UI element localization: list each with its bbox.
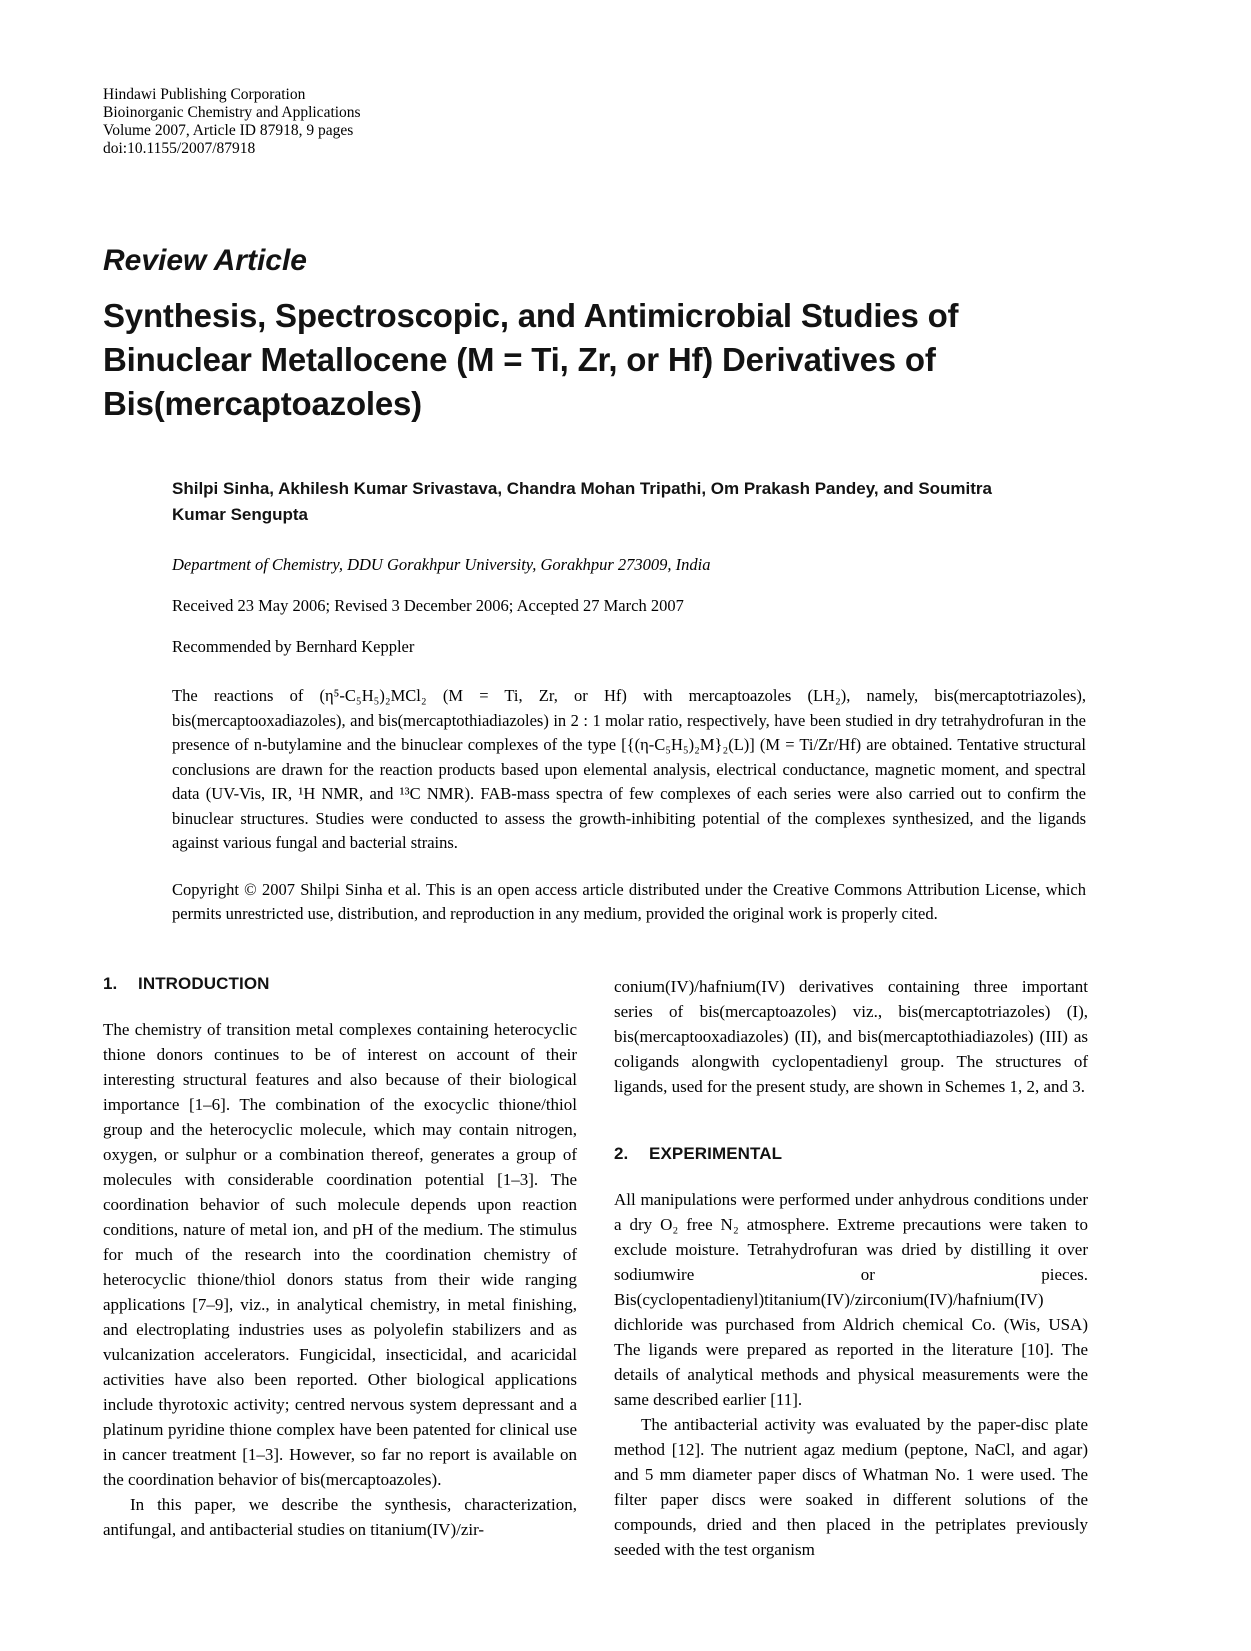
section-title: EXPERIMENTAL: [649, 1143, 783, 1163]
experimental-paragraph-1: All manipulations were performed under anhydrous conditions under a dry O₂ free N₂ atmosphere. Extreme precautions were taken to exclude moisture. Tetrahydrofuran was dried by distilling it over sodiumwire or pieces. Bis(cyclopentadienyl)titanium(IV)/zirconium(IV)/hafnium(IV) dichloride was purchased from Aldrich chemical Co. (Wis, USA) The ligands were prepared as reported in the literature [10]. The details of analytical methods and physical measurements were the same described earlier [11].: [614, 1189, 1088, 1409]
introduction-continuation-paragraph: conium(IV)/hafnium(IV) derivatives containing three important series of bis(mercaptoazoles) viz., bis(mercaptotriazoles) (I), bis(mercaptooxadiazoles) (II), and bis(mercaptothiadiazoles) (III) as coligands alongwith cyclopentadienyl group. The structures of ligands, used for the present study, are shown in Schemes 1, 2, and 3.: [614, 976, 1088, 1096]
abstract-paragraph: The reactions of (η⁵-C₅H₅)₂MCl₂ (M = Ti, Zr, or Hf) with mercaptoazoles (LH₂), namely, bis(mercaptotriazoles), bis(mercaptooxadiazoles), and bis(mercaptothiadiazoles) in 2 : 1 molar ratio, respectively, have been studied in dry tetrahydrofuran in the presence of n-butylamine and the binuclear complexes of the type [{(η-C₅H₅)₂M}₂(L)] (M = Ti/Zr/Hf) are obtained. Tentative structural conclusions are drawn for the reaction products based upon elemental analysis, electrical conductance, magnetic moment, and spectral data (UV-Vis, IR, ¹H NMR, and ¹³C NMR). FAB-mass spectra of few complexes of each series were also carried out to confirm the binuclear structures. Studies were conducted to assess the growth-inhibiting potential of the complexes synthesized, and the ligands against various fungal and bacterial strains.: [172, 686, 1086, 852]
doi: doi:10.1155/2007/87918: [103, 140, 256, 157]
left-column: [103, 974, 577, 1562]
recommended-by-line: Recommended by Bernhard Keppler: [172, 637, 415, 656]
introduction-paragraph-2: In this paper, we describe the synthesis, characterization, antifungal, and antibacterial studies on titanium(IV)/zir-: [103, 1494, 577, 1539]
article-type-label: Review Article: [103, 244, 307, 277]
section-heading-experimental: [614, 1144, 1088, 1164]
experimental-paragraph-2: The antibacterial activity was evaluated by the paper-disc plate method [12]. The nutrient agaz medium (peptone, NaCl, and agar) and 5 mm diameter paper discs of Whatman No. 1 were used. The filter paper discs were soaked in different solutions of the compounds, dried and then placed in the petriplates previously seeded with the test organism: [614, 1414, 1088, 1559]
right-column: [614, 974, 1088, 1562]
affiliation-line: Department of Chemistry, DDU Gorakhpur University, Gorakhpur 273009, India: [172, 555, 711, 574]
article-meta: [172, 476, 1086, 927]
introduction-paragraph-1: The chemistry of transition metal complexes containing heterocyclic thione donors continues to be of interest on account of their interesting structural features and also because of their biological importance [1–6]. The combination of the exocyclic thione/thiol group and the heterocyclic molecule, which may contain nitrogen, oxygen, or sulphur or a combination thereof, generates a group of molecules with considerable coordination potential [1–3]. The coordination behavior of such molecule depends upon reaction conditions, nature of metal ion, and pH of the medium. The stimulus for much of the research into the coordination chemistry of heterocyclic thione/thiol donors status from their wide ranging applications [7–9], viz., in analytical chemistry, in metal finishing, and electroplating industries uses as polyolefin stabilizers and as vulcanization accelerators. Fungicidal, insecticidal, and acaricidal activities have also been reported. Other biological applications include thyrotoxic activity; centred nervous system depressant and a platinum pyridine thione complex have been patented for clinical use in cancer treatment [1–3]. However, so far no report is available on the coordination behavior of bis(mercaptoazoles).: [103, 1019, 577, 1489]
volume-info: Volume 2007, Article ID 87918, 9 pages: [103, 122, 354, 139]
article-title: Synthesis, Spectroscopic, and Antimicrobial Studies of Binuclear Metallocene (M = Ti, Zr, or Hf) Derivatives of Bis(mercaptoazoles): [103, 297, 959, 422]
publisher-header: [103, 86, 1148, 158]
section-number: 2.: [614, 1143, 629, 1163]
section-title: INTRODUCTION: [138, 973, 270, 993]
authors-line: Shilpi Sinha, Akhilesh Kumar Srivastava, Chandra Mohan Tripathi, Om Prakash Pandey, and Soumitra Kumar Sengupta: [172, 479, 992, 524]
publisher-name: Hindawi Publishing Corporation: [103, 86, 306, 103]
section-heading-introduction: [103, 974, 577, 994]
copyright-notice: Copyright © 2007 Shilpi Sinha et al. This is an open access article distributed under the Creative Commons Attribution License, which permits unrestricted use, distribution, and reproduction in any medium, provided the original work is properly cited.: [172, 879, 1086, 923]
journal-name: Bioinorganic Chemistry and Applications: [103, 104, 361, 121]
received-revised-accepted-line: Received 23 May 2006; Revised 3 December 2006; Accepted 27 March 2007: [172, 596, 684, 615]
article-body: [103, 974, 1148, 1562]
section-number: 1.: [103, 973, 118, 993]
